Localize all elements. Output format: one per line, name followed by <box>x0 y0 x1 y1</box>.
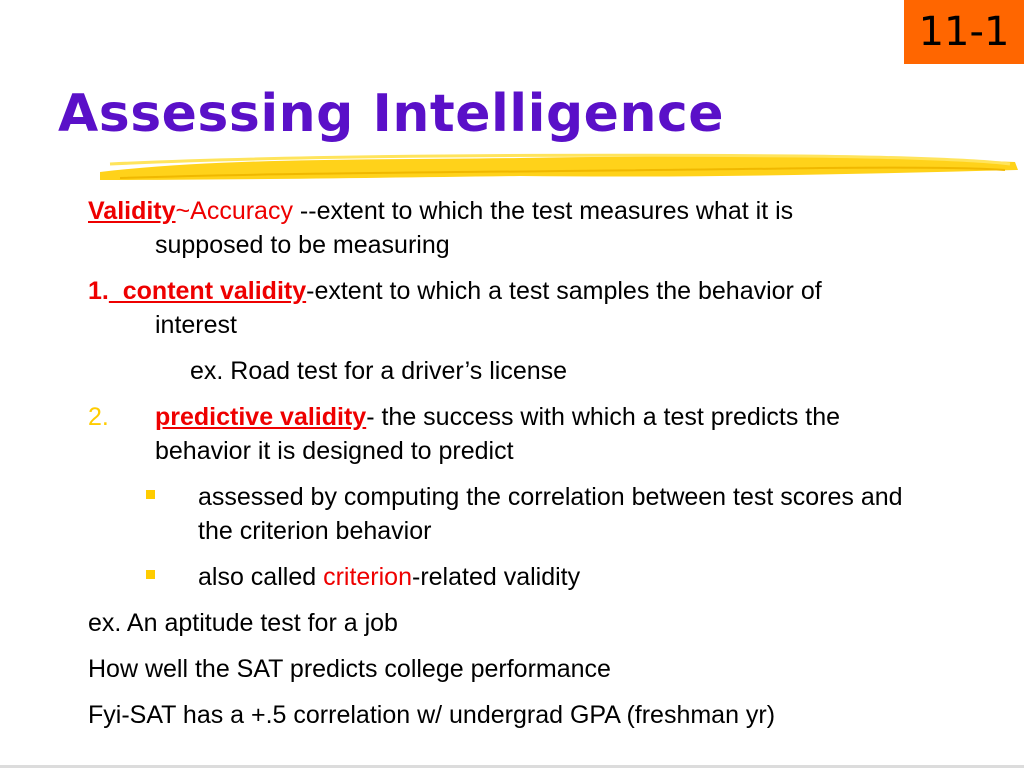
validity-definition: --extent to which the test measures what it is supposed to be measuring <box>155 197 794 259</box>
slide-number: 11-1 <box>918 9 1010 55</box>
validity-term: Validity <box>88 197 176 225</box>
sub-bullet-criterion <box>140 560 908 594</box>
fyi-line: Fyi-SAT has a +.5 correlation w/ undergrad GPA (freshman yr) <box>88 701 776 729</box>
slide-title: Assessing Intelligence <box>58 84 725 144</box>
sub-bullet-correlation <box>140 480 908 548</box>
sat-line: How well the SAT predicts college performance <box>88 655 611 683</box>
sub-bullet-criterion-prefix: also called <box>198 563 324 591</box>
sub-bullet-correlation-text: assessed by computing the correlation between test scores and the criterion behavior <box>198 483 903 545</box>
content-validity-term: content validity <box>108 277 307 305</box>
content-validity-paragraph <box>88 274 908 342</box>
predictive-validity-number: 2. <box>88 403 109 431</box>
slide-body <box>88 194 908 744</box>
predictive-validity-definition: - the success with which a test predicts the behavior it is designed to predict <box>155 403 841 465</box>
square-bullet-icon <box>146 570 155 579</box>
validity-paragraph <box>88 194 908 262</box>
sub-bullet-criterion-suffix: -related validity <box>412 563 581 591</box>
sub-bullet-criterion-highlight: criterion <box>323 563 412 591</box>
square-bullet-icon <box>146 490 155 499</box>
aptitude-example: ex. An aptitude test for a job <box>88 609 398 637</box>
validity-synonym: Accuracy <box>190 197 293 225</box>
content-validity-number: 1. <box>88 277 109 305</box>
content-validity-example: ex. Road test for a driver’s license <box>190 357 568 385</box>
yellow-brush-stroke <box>100 150 1020 184</box>
content-validity-definition: -extent to which a test samples the behavior of interest <box>155 277 822 339</box>
predictive-validity-paragraph <box>88 400 908 468</box>
validity-tilde: ~ <box>175 197 191 225</box>
slide-number-badge <box>904 0 1024 64</box>
predictive-validity-term: predictive validity <box>155 403 367 431</box>
